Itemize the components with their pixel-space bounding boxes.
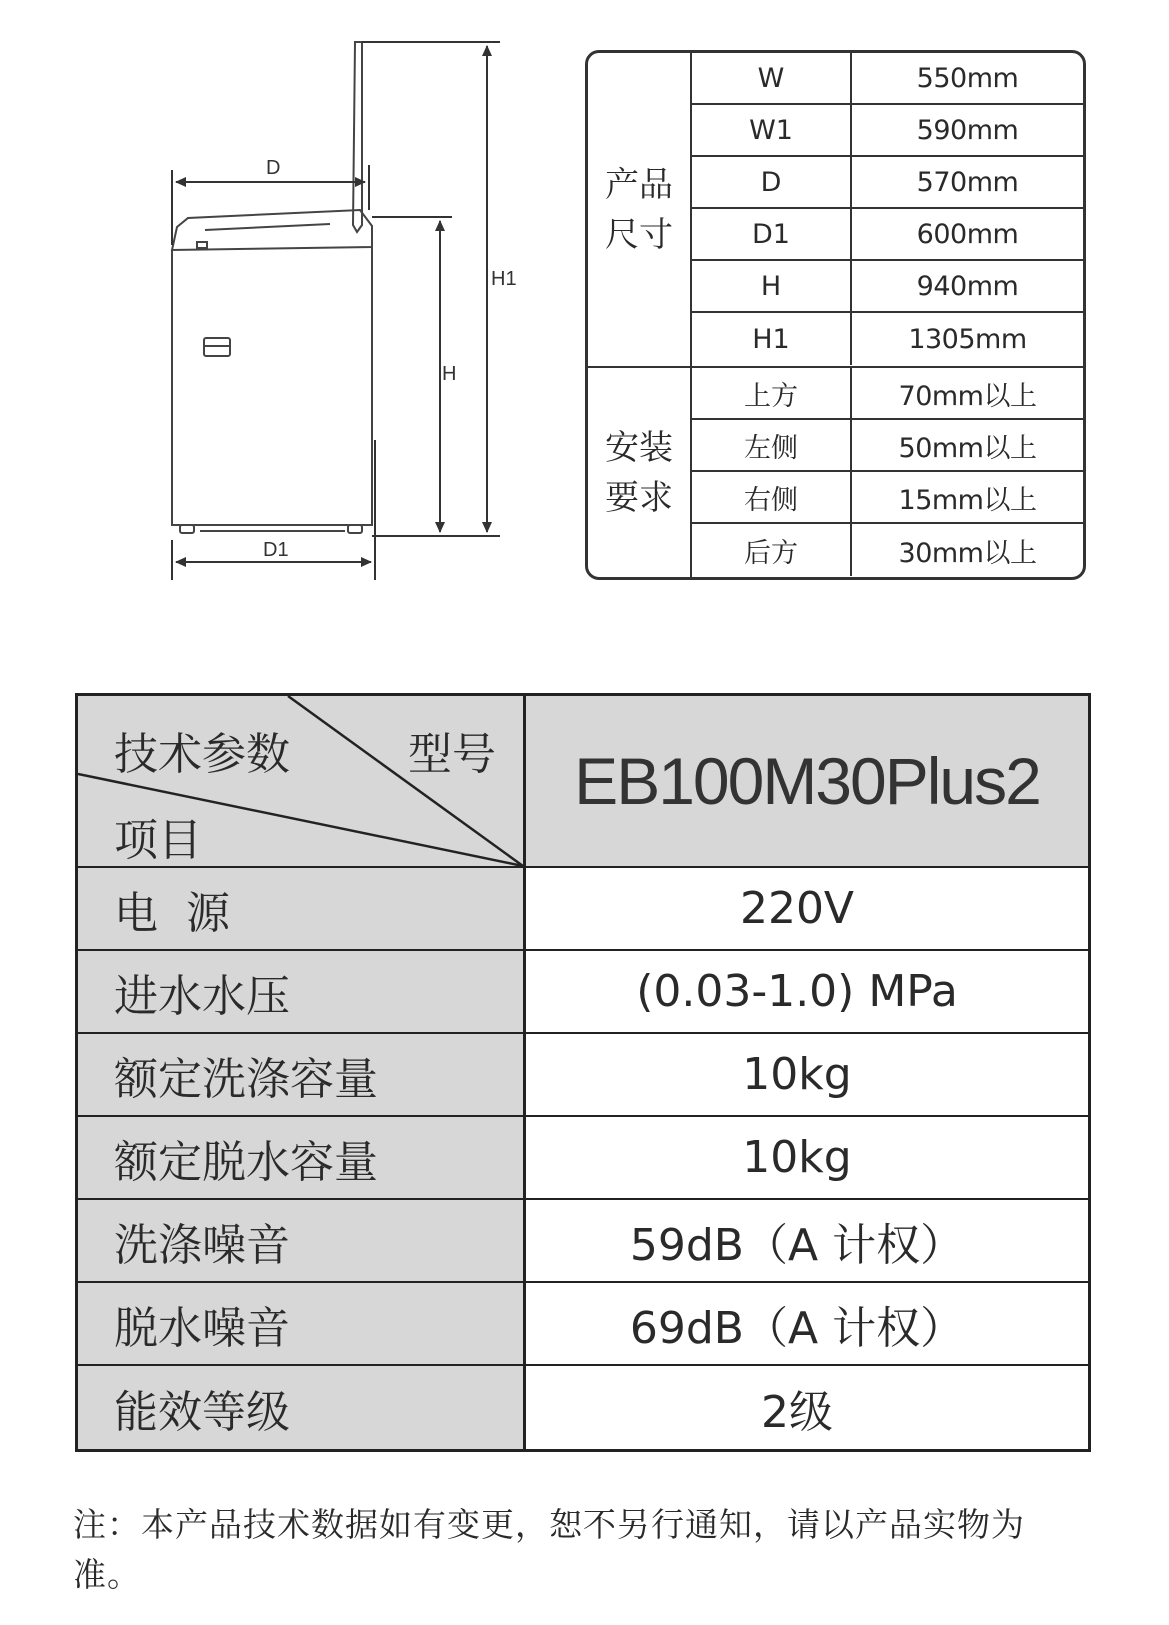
spec-row-water-pressure [78, 951, 1088, 1034]
dim-group-name: 安装要求 [605, 427, 673, 518]
dim-group-name: 产品尺寸 [605, 164, 673, 255]
dim-row [692, 313, 1083, 365]
spec-row-power [78, 868, 1088, 951]
spec-value: (0.03-1.0) MPa [636, 966, 958, 1017]
spec-header-model-label: 型号 [408, 729, 496, 780]
dim-row [692, 157, 1083, 209]
spec-value: 10kg [742, 1132, 852, 1183]
dim-value: 1305mm [908, 323, 1027, 355]
dim-key: W1 [692, 105, 852, 155]
dim-row [692, 524, 1083, 576]
spec-row-spin-noise [78, 1283, 1088, 1366]
disclaimer-note: 注：本产品技术数据如有变更，恕不另行通知，请以产品实物为准。 [73, 1505, 1025, 1594]
dim-key: H [692, 261, 852, 311]
spec-header-diagonal-cell [78, 696, 526, 866]
spec-label: 脱水噪音 [78, 1283, 526, 1364]
dimension-lines [172, 42, 500, 580]
dim-label-h1: H1 [491, 268, 517, 290]
spec-label: 电 源 [78, 868, 526, 949]
spec-header-param-label: 技术参数 [114, 729, 290, 780]
spec-header-item-label: 项目 [114, 815, 202, 866]
dim-key: D [692, 157, 852, 207]
washer-outline [172, 42, 372, 533]
dimensions-table [585, 50, 1086, 580]
dim-row [692, 368, 1083, 420]
spec-label: 进水水压 [78, 951, 526, 1032]
dim-key: 后方 [692, 524, 852, 576]
dim-row [692, 209, 1083, 261]
spec-label: 额定脱水容量 [78, 1117, 526, 1198]
dim-label-d: D [266, 157, 281, 179]
spec-value: 220V [739, 883, 855, 934]
dim-row [692, 420, 1083, 472]
dim-value: 15mm以上 [898, 484, 1037, 516]
spec-value: 10kg [742, 1049, 852, 1100]
dim-value: 550mm [916, 62, 1019, 94]
dim-row [692, 472, 1083, 524]
spec-row-energy-grade [78, 1366, 1088, 1449]
spec-label: 额定洗涤容量 [78, 1034, 526, 1115]
spec-value: 59dB（A 计权） [629, 1219, 965, 1271]
dim-group-product-size [588, 53, 1083, 368]
dim-value: 50mm以上 [898, 432, 1037, 464]
dim-key: H1 [692, 313, 852, 365]
model-number: EB100M30Plus2 [526, 696, 1088, 866]
spec-table [75, 693, 1091, 1452]
dim-key: 左侧 [692, 420, 852, 470]
spec-row-spin-capacity [78, 1117, 1088, 1200]
spec-value: 2级 [761, 1386, 833, 1438]
dim-row [692, 261, 1083, 313]
spec-label: 能效等级 [78, 1366, 526, 1449]
dim-key: 上方 [692, 368, 852, 418]
dim-row [692, 53, 1083, 105]
washer-side-diagram [0, 0, 560, 600]
spec-row-wash-noise [78, 1200, 1088, 1283]
dim-value: 940mm [916, 270, 1019, 302]
dim-value: 590mm [916, 114, 1019, 146]
spec-label: 洗涤噪音 [78, 1200, 526, 1281]
dim-group-install-requirements [588, 368, 1083, 577]
dim-label-h: H [442, 363, 457, 385]
dim-label-d1: D1 [263, 539, 289, 561]
dim-key: W [692, 53, 852, 103]
spec-row-wash-capacity [78, 1034, 1088, 1117]
dim-value: 30mm以上 [898, 537, 1037, 569]
dim-key: 右侧 [692, 472, 852, 522]
dim-value: 70mm以上 [898, 380, 1037, 412]
spec-value: 69dB（A 计权） [629, 1302, 965, 1354]
dim-row [692, 105, 1083, 157]
spec-header-row [78, 696, 1088, 868]
dim-value: 600mm [916, 218, 1019, 250]
dim-key: D1 [692, 209, 852, 259]
dim-value: 570mm [916, 166, 1019, 198]
